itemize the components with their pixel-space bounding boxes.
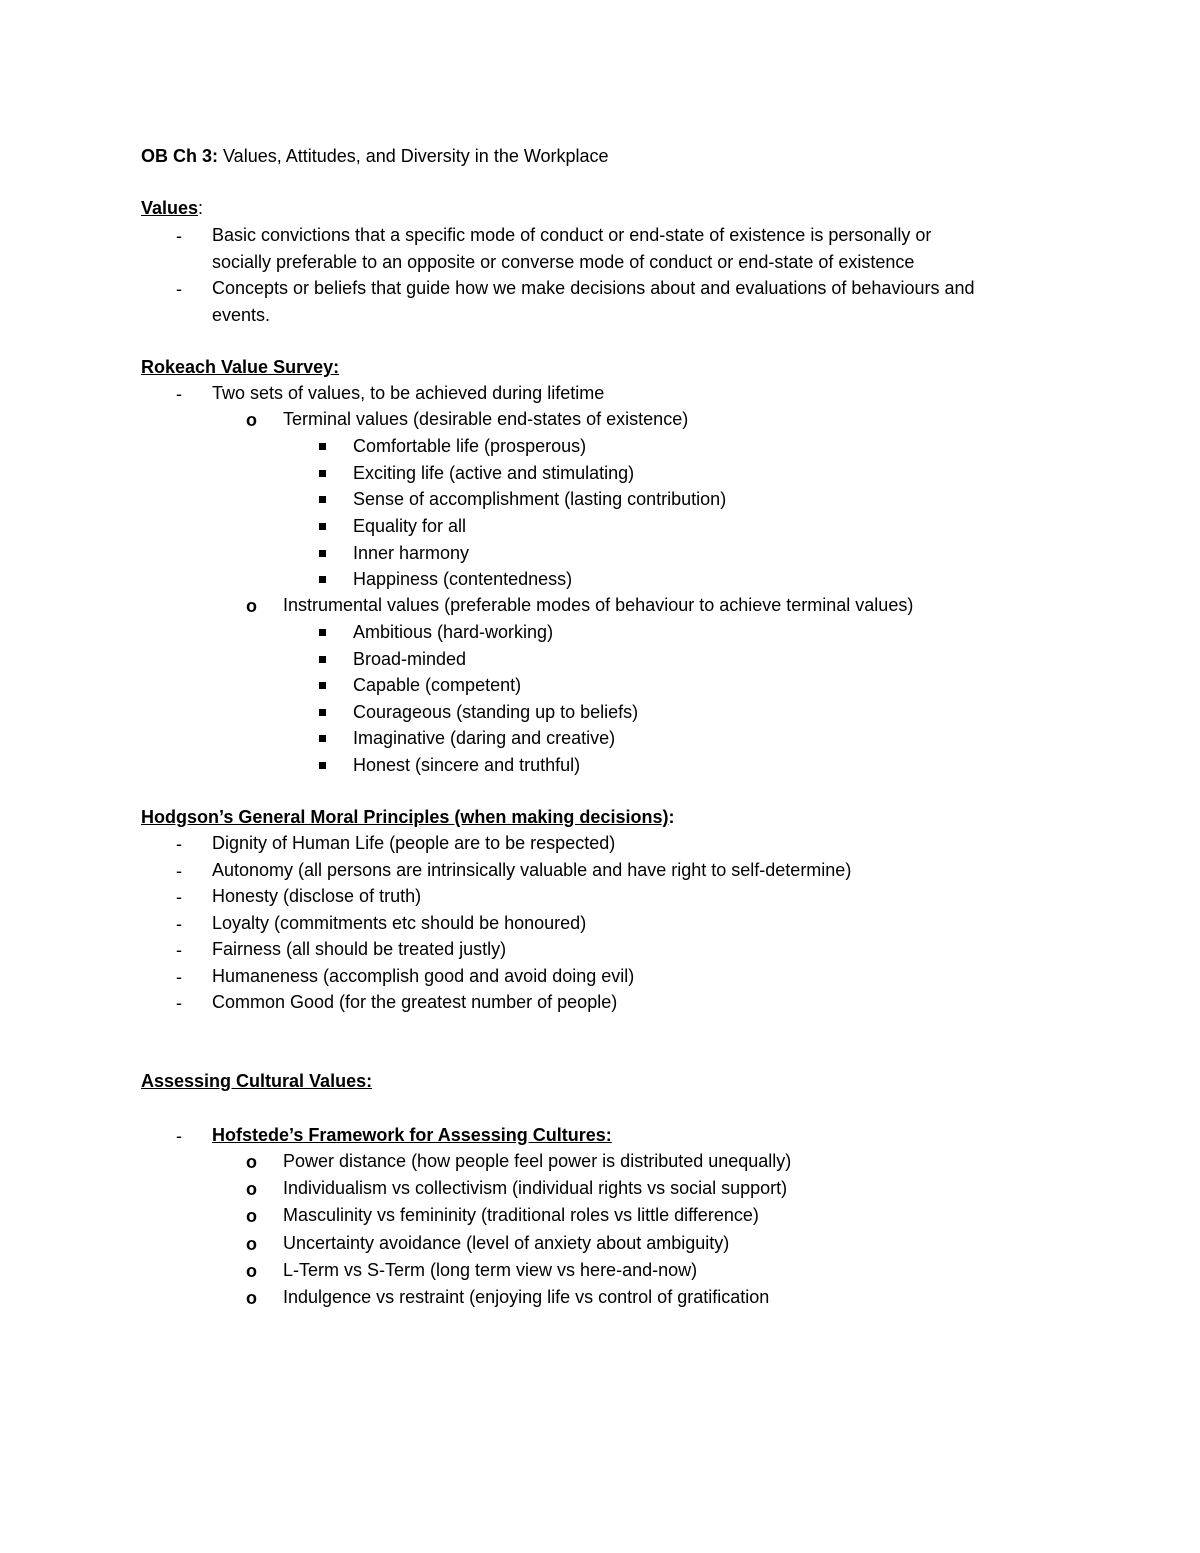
instrumental-values-label: Instrumental values (preferable modes of behaviour to achieve terminal values)	[283, 595, 914, 615]
hofstede-item: L-Term vs S-Term (long term view vs here-and-now)	[283, 1260, 698, 1280]
hodgson-item: Humaneness (accomplish good and avoid doing evil)	[212, 966, 635, 986]
square-bullet-icon	[319, 762, 326, 769]
square-bullet-icon	[319, 470, 326, 477]
circle-bullet: o	[246, 1261, 257, 1281]
terminal-value-item: Happiness (contentedness)	[353, 569, 573, 589]
dash-bullet: -	[176, 834, 182, 854]
hodgson-heading-colon: :	[668, 807, 675, 827]
square-bullet-icon	[319, 443, 326, 450]
values-item: events.	[212, 305, 271, 325]
hodgson-heading: Hodgson’s General Moral Principles (when making decisions)	[141, 807, 669, 827]
terminal-value-item: Inner harmony	[353, 543, 470, 563]
hodgson-item: Loyalty (commitments etc should be honoured)	[212, 913, 587, 933]
values-item: Concepts or beliefs that guide how we make decisions about and evaluations of behaviours and	[212, 278, 975, 298]
terminal-value-item: Sense of accomplishment (lasting contribution)	[353, 489, 727, 509]
circle-bullet: o	[246, 596, 257, 616]
dash-bullet: -	[176, 940, 182, 960]
document-title	[141, 147, 609, 165]
values-item: Basic convictions that a specific mode of conduct or end-state of existence is personally or	[212, 225, 932, 245]
values-heading: Values	[141, 198, 199, 218]
hodgson-item: Honesty (disclose of truth)	[212, 886, 422, 906]
square-bullet-icon	[319, 656, 326, 663]
values-heading-line	[141, 199, 203, 217]
circle-bullet: o	[246, 1179, 257, 1199]
values-item: socially preferable to an opposite or converse mode of conduct or end-state of existence	[212, 252, 915, 272]
square-bullet-icon	[319, 576, 326, 583]
instrumental-value-item: Courageous (standing up to beliefs)	[353, 702, 639, 722]
hodgson-item: Fairness (all should be treated justly)	[212, 939, 507, 959]
values-heading-colon: :	[198, 198, 204, 218]
instrumental-value-item: Imaginative (daring and creative)	[353, 728, 616, 748]
hofstede-item: Power distance (how people feel power is distributed unequally)	[283, 1151, 792, 1171]
square-bullet-icon	[319, 735, 326, 742]
circle-bullet: o	[246, 1206, 257, 1226]
dash-bullet: -	[176, 914, 182, 934]
terminal-value-item: Equality for all	[353, 516, 467, 536]
rokeach-heading: Rokeach Value Survey:	[141, 357, 340, 377]
hodgson-item: Dignity of Human Life (people are to be respected)	[212, 833, 616, 853]
dash-bullet: -	[176, 967, 182, 987]
square-bullet-icon	[319, 523, 326, 530]
dash-bullet: -	[176, 993, 182, 1013]
cultural-values-heading: Assessing Cultural Values:	[141, 1071, 373, 1091]
square-bullet-icon	[319, 682, 326, 689]
square-bullet-icon	[319, 709, 326, 716]
hofstede-item: Individualism vs collectivism (individual rights vs social support)	[283, 1178, 788, 1198]
dash-bullet: -	[176, 384, 182, 404]
hofstede-item: Masculinity vs femininity (traditional roles vs little difference)	[283, 1205, 759, 1225]
dash-bullet: -	[176, 1126, 182, 1146]
circle-bullet: o	[246, 410, 257, 430]
circle-bullet: o	[246, 1234, 257, 1254]
hofstede-item: Indulgence vs restraint (enjoying life vs control of gratification	[283, 1287, 770, 1307]
hofstede-item: Uncertainty avoidance (level of anxiety about ambiguity)	[283, 1233, 730, 1253]
dash-bullet: -	[176, 279, 182, 299]
instrumental-value-item: Broad-minded	[353, 649, 467, 669]
instrumental-value-item: Capable (competent)	[353, 675, 522, 695]
circle-bullet: o	[246, 1288, 257, 1308]
square-bullet-icon	[319, 629, 326, 636]
instrumental-value-item: Honest (sincere and truthful)	[353, 755, 581, 775]
terminal-values-label: Terminal values (desirable end-states of existence)	[283, 409, 689, 429]
rokeach-intro: Two sets of values, to be achieved during lifetime	[212, 383, 605, 403]
hodgson-item: Autonomy (all persons are intrinsically valuable and have right to self-determine)	[212, 860, 852, 880]
instrumental-value-item: Ambitious (hard-working)	[353, 622, 554, 642]
hodgson-heading-line	[141, 808, 674, 826]
terminal-value-item: Exciting life (active and stimulating)	[353, 463, 635, 483]
dash-bullet: -	[176, 861, 182, 881]
square-bullet-icon	[319, 496, 326, 503]
circle-bullet: o	[246, 1152, 257, 1172]
document-title-bold: OB Ch 3:	[141, 146, 219, 166]
dash-bullet: -	[176, 226, 182, 246]
document-title-rest: Values, Attitudes, and Diversity in the Workplace	[218, 146, 609, 166]
hodgson-item: Common Good (for the greatest number of people)	[212, 992, 618, 1012]
square-bullet-icon	[319, 550, 326, 557]
hofstede-heading: Hofstede’s Framework for Assessing Cultures:	[212, 1125, 612, 1145]
dash-bullet: -	[176, 887, 182, 907]
terminal-value-item: Comfortable life (prosperous)	[353, 436, 587, 456]
